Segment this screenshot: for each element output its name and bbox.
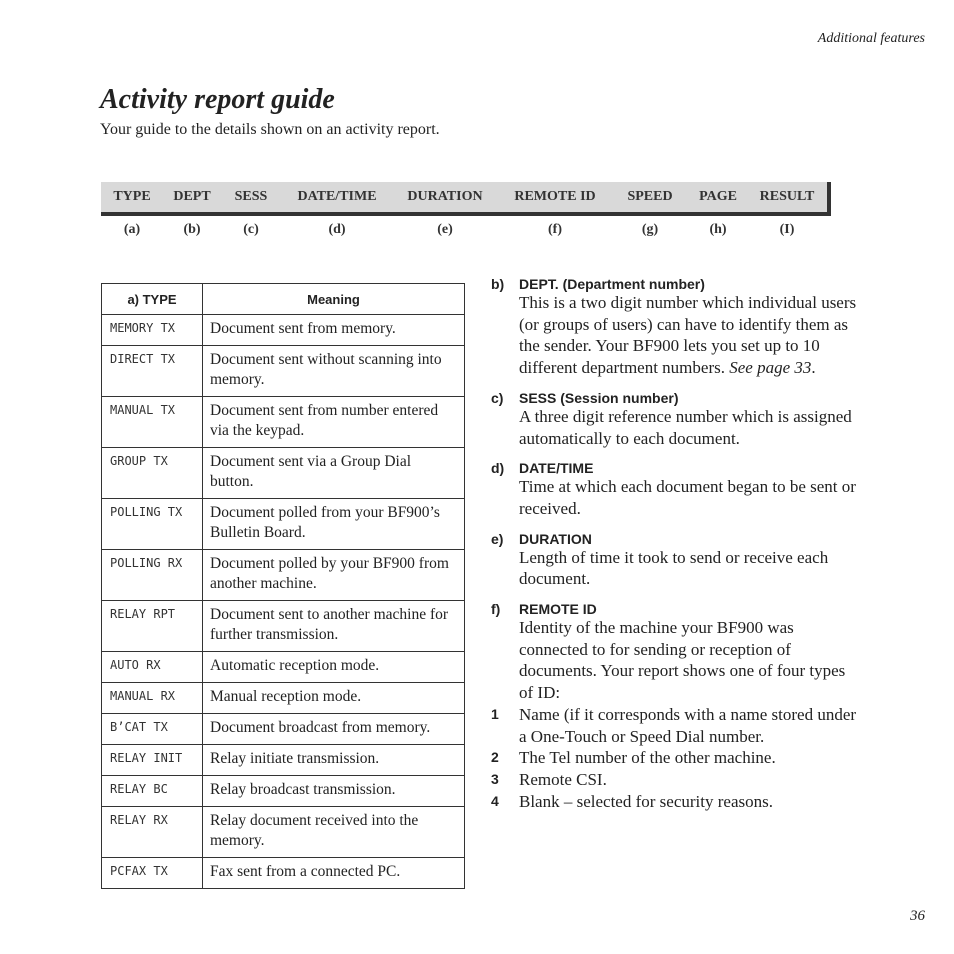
report-column-key: (a) (123, 222, 141, 237)
type-code: MANUAL RX (102, 683, 203, 714)
table-row (102, 714, 465, 745)
section-body-remote-id: Identity of the machine your BF900 was connected to for sending or reception of documents. Your report shows one of four types of ID: (519, 618, 846, 703)
section-body-text: This is a two digit number which individual users (or groups of users) can have to identify them as the sender. Your BF900 lets you set up to 10 different department numbers. (519, 293, 857, 378)
running-header: Additional features (817, 31, 925, 46)
list-item-text: Name (if it corresponds with a name stored under a One-Touch or Speed Dial number. (519, 704, 857, 746)
list-number: 4 (491, 792, 499, 809)
section-heading-datetime (491, 460, 861, 476)
type-code: PCFAX TX (102, 858, 203, 889)
type-meaning: Fax sent from a connected PC. (203, 858, 465, 889)
table-row (102, 397, 465, 448)
type-code: RELAY RPT (102, 601, 203, 652)
report-column-label: DEPT (173, 189, 211, 204)
table-header-row (102, 284, 465, 315)
section-heading-text: REMOTE ID (519, 601, 597, 618)
section-body-sess: A three digit reference number which is assigned automatically to each document. (519, 406, 852, 448)
list-item (491, 791, 861, 813)
type-meaning: Manual reception mode. (203, 683, 465, 714)
type-meaning: Document polled from your BF900’s Bulletin Board. (203, 499, 465, 550)
type-code: GROUP TX (102, 448, 203, 499)
meaning-column-header: Meaning (203, 284, 465, 315)
section-body-duration: Length of time it took to send or receive each document. (519, 547, 829, 589)
section-body-dept (491, 292, 861, 379)
section-heading-text: SESS (Session number) (519, 389, 679, 406)
report-column-label: DATE/TIME (297, 189, 377, 204)
section-heading-sess (491, 390, 861, 406)
type-meaning: Document sent from number entered via the keypad. (203, 397, 465, 448)
report-column-label: REMOTE ID (514, 189, 596, 204)
list-item (491, 769, 861, 791)
type-code: MANUAL TX (102, 397, 203, 448)
report-column-key: (b) (183, 222, 201, 237)
remote-id-types-list (491, 704, 861, 813)
report-column-label: PAGE (699, 189, 737, 204)
section-heading-text: DEPT. (Department number) (519, 276, 705, 292)
report-column-band (101, 182, 831, 216)
list-item (491, 704, 861, 747)
table-row (102, 858, 465, 889)
page-reference: See page 33 (729, 358, 812, 378)
type-code: RELAY INIT (102, 745, 203, 776)
table-row (102, 745, 465, 776)
report-column-label: RESULT (759, 189, 815, 204)
type-meaning: Relay broadcast transmission. (203, 776, 465, 807)
type-code: AUTO RX (102, 652, 203, 683)
section-key: c) (491, 389, 504, 406)
type-meaning: Document polled by your BF900 from another machine. (203, 550, 465, 601)
type-meaning-table (101, 283, 465, 889)
list-item-text: The Tel number of the other machine. (519, 748, 776, 768)
section-heading-text: DATE/TIME (519, 460, 594, 477)
report-column-key: (c) (243, 222, 259, 237)
table-row (102, 550, 465, 601)
page-title: Activity report guide (100, 84, 335, 115)
table-row (102, 448, 465, 499)
section-heading-text: DURATION (519, 530, 592, 547)
list-number: 1 (491, 705, 499, 722)
type-column-header: a) TYPE (102, 284, 203, 315)
type-code: MEMORY TX (102, 315, 203, 346)
report-column-label: SESS (234, 189, 268, 204)
report-column-key: (h) (709, 222, 727, 237)
type-code: B’CAT TX (102, 714, 203, 745)
table-row (102, 683, 465, 714)
section-key: e) (491, 530, 504, 547)
report-column-key: (f) (548, 222, 562, 237)
table-row (102, 807, 465, 858)
type-code: POLLING TX (102, 499, 203, 550)
section-key: f) (491, 601, 501, 618)
table-row (102, 499, 465, 550)
table-row (102, 315, 465, 346)
report-column-label: DURATION (407, 189, 483, 204)
section-key: b) (491, 276, 505, 292)
section-heading-duration (491, 531, 861, 547)
page-subtitle: Your guide to the details shown on an activity report. (100, 121, 440, 138)
table-row (102, 346, 465, 397)
report-column-key: (g) (641, 222, 659, 237)
type-meaning: Document sent without scanning into memory. (203, 346, 465, 397)
field-descriptions (491, 276, 861, 812)
type-meaning: Relay initiate transmission. (203, 745, 465, 776)
section-key: d) (491, 460, 505, 477)
report-column-key: (d) (328, 222, 346, 237)
table-row (102, 601, 465, 652)
type-meaning: Document sent via a Group Dial button. (203, 448, 465, 499)
section-body-datetime: Time at which each document began to be sent or received. (519, 477, 856, 518)
report-column-key: (e) (437, 222, 453, 237)
type-meaning: Relay document received into the memory. (203, 807, 465, 858)
type-meaning: Automatic reception mode. (203, 652, 465, 683)
section-body-tail: . (811, 358, 816, 378)
report-column-key: (I) (779, 222, 795, 237)
type-code: RELAY RX (102, 807, 203, 858)
list-number: 3 (491, 770, 499, 787)
type-meaning: Document sent from memory. (203, 315, 465, 346)
type-code: POLLING RX (102, 550, 203, 601)
list-item-text: Remote CSI. (519, 769, 607, 789)
section-heading-dept (491, 276, 861, 292)
list-item-text: Blank – selected for security reasons. (519, 791, 773, 811)
section-heading-remote-id (491, 601, 861, 617)
type-meaning: Document broadcast from memory. (203, 714, 465, 745)
report-column-label: TYPE (113, 189, 151, 204)
table-row (102, 652, 465, 683)
list-item (491, 747, 861, 769)
page-number: 36 (910, 908, 925, 924)
table-row (102, 776, 465, 807)
report-column-label: SPEED (627, 189, 673, 204)
type-code: RELAY BC (102, 776, 203, 807)
type-code: DIRECT TX (102, 346, 203, 397)
type-meaning: Document sent to another machine for further transmission. (203, 601, 465, 652)
list-number: 2 (491, 749, 499, 766)
